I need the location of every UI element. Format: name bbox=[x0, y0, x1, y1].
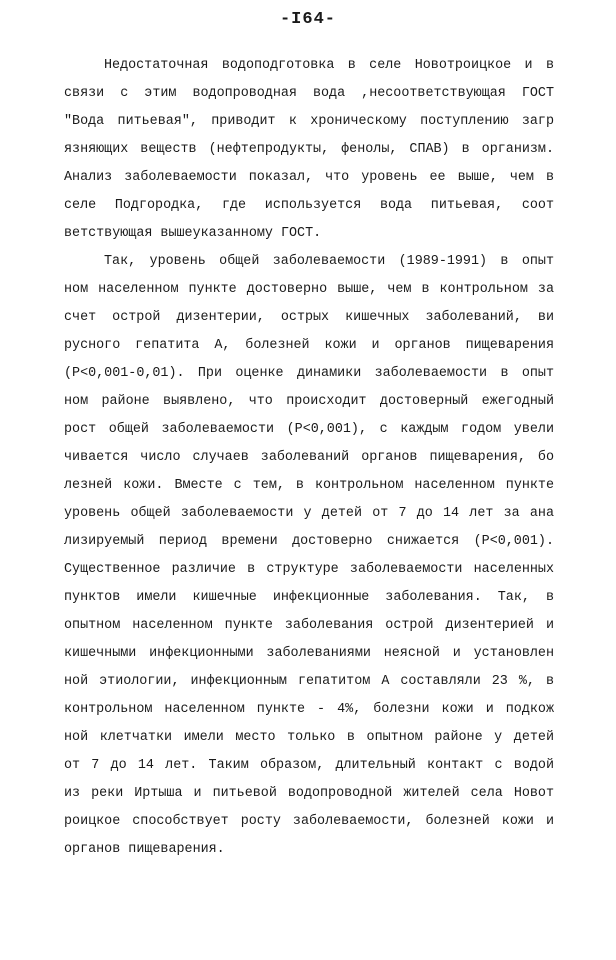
text-line: органов пищеварения. bbox=[64, 842, 225, 857]
text-line: Недостаточная водоподготовка в селе Новотроицкое и в bbox=[104, 58, 554, 73]
text-line: ной клетчатки имели место только в опытном районе у детей bbox=[64, 730, 554, 745]
text-line: ной этиологии, инфекционным гепатитом А составляли 23 %, в bbox=[64, 674, 554, 689]
text-line: лизируемый период времени достоверно снижается (P<0,001). bbox=[64, 534, 554, 549]
text-line: ветствующая вышеуказанному ГОСТ. bbox=[64, 226, 322, 241]
text-line: счет острой дизентерии, острых кишечных заболеваний, ви bbox=[64, 310, 554, 325]
text-line: из реки Иртыша и питьевой водопроводной жителей села Новот bbox=[64, 786, 554, 801]
text-line: ном населенном пункте достоверно выше, чем в контрольном за bbox=[64, 282, 554, 297]
text-line: ном районе выявлено, что происходит достоверный ежегодный bbox=[64, 394, 554, 409]
text-line: опытном населенном пункте заболевания острой дизентерией и bbox=[64, 618, 554, 633]
text-line: кишечными инфекционными заболеваниями неясной и установлен bbox=[64, 646, 554, 661]
text-line: "Вода питьевая", приводит к хроническому поступлению загр bbox=[64, 114, 554, 129]
text-line: селе Подгородка, где используется вода питьевая, соот bbox=[64, 198, 554, 213]
text-line: Существенное различие в структуре заболеваемости населенных bbox=[64, 562, 554, 577]
text-line: пунктов имели кишечные инфекционные заболевания. Так, в bbox=[64, 590, 554, 605]
text-line: связи с этим водопроводная вода ,несоответствующая ГОСТ bbox=[64, 86, 554, 101]
text-line: рост общей заболеваемости (P<0,001), с каждым годом увели bbox=[64, 422, 554, 437]
text-line: чивается число случаев заболеваний органов пищеварения, бо bbox=[64, 450, 554, 465]
text-line: контрольном населенном пункте - 4%, болезни кожи и подкож bbox=[64, 702, 554, 717]
text-line: от 7 до 14 лет. Таким образом, длительный контакт с водой bbox=[64, 758, 554, 773]
text-line: уровень общей заболеваемости у детей от 7 до 14 лет за ана bbox=[64, 506, 554, 521]
page-number: -I64- bbox=[279, 10, 336, 29]
text-line: язняющих веществ (нефтепродукты, фенолы, СПАВ) в организм. bbox=[64, 142, 554, 157]
text-line: роицкое способствует росту заболеваемости, болезней кожи и bbox=[64, 814, 554, 829]
text-line: Анализ заболеваемости показал, что уровень ее выше, чем в bbox=[64, 170, 554, 185]
text-line: Так, уровень общей заболеваемости (1989-1991) в опыт bbox=[104, 254, 554, 269]
text-line: лезней кожи. Вместе с тем, в контрольном населенном пункте bbox=[64, 478, 554, 493]
text-line: (P<0,001-0,01). При оценке динамики заболеваемости в опыт bbox=[64, 366, 554, 381]
text-line: русного гепатита А, болезней кожи и органов пищеварения bbox=[64, 338, 554, 353]
